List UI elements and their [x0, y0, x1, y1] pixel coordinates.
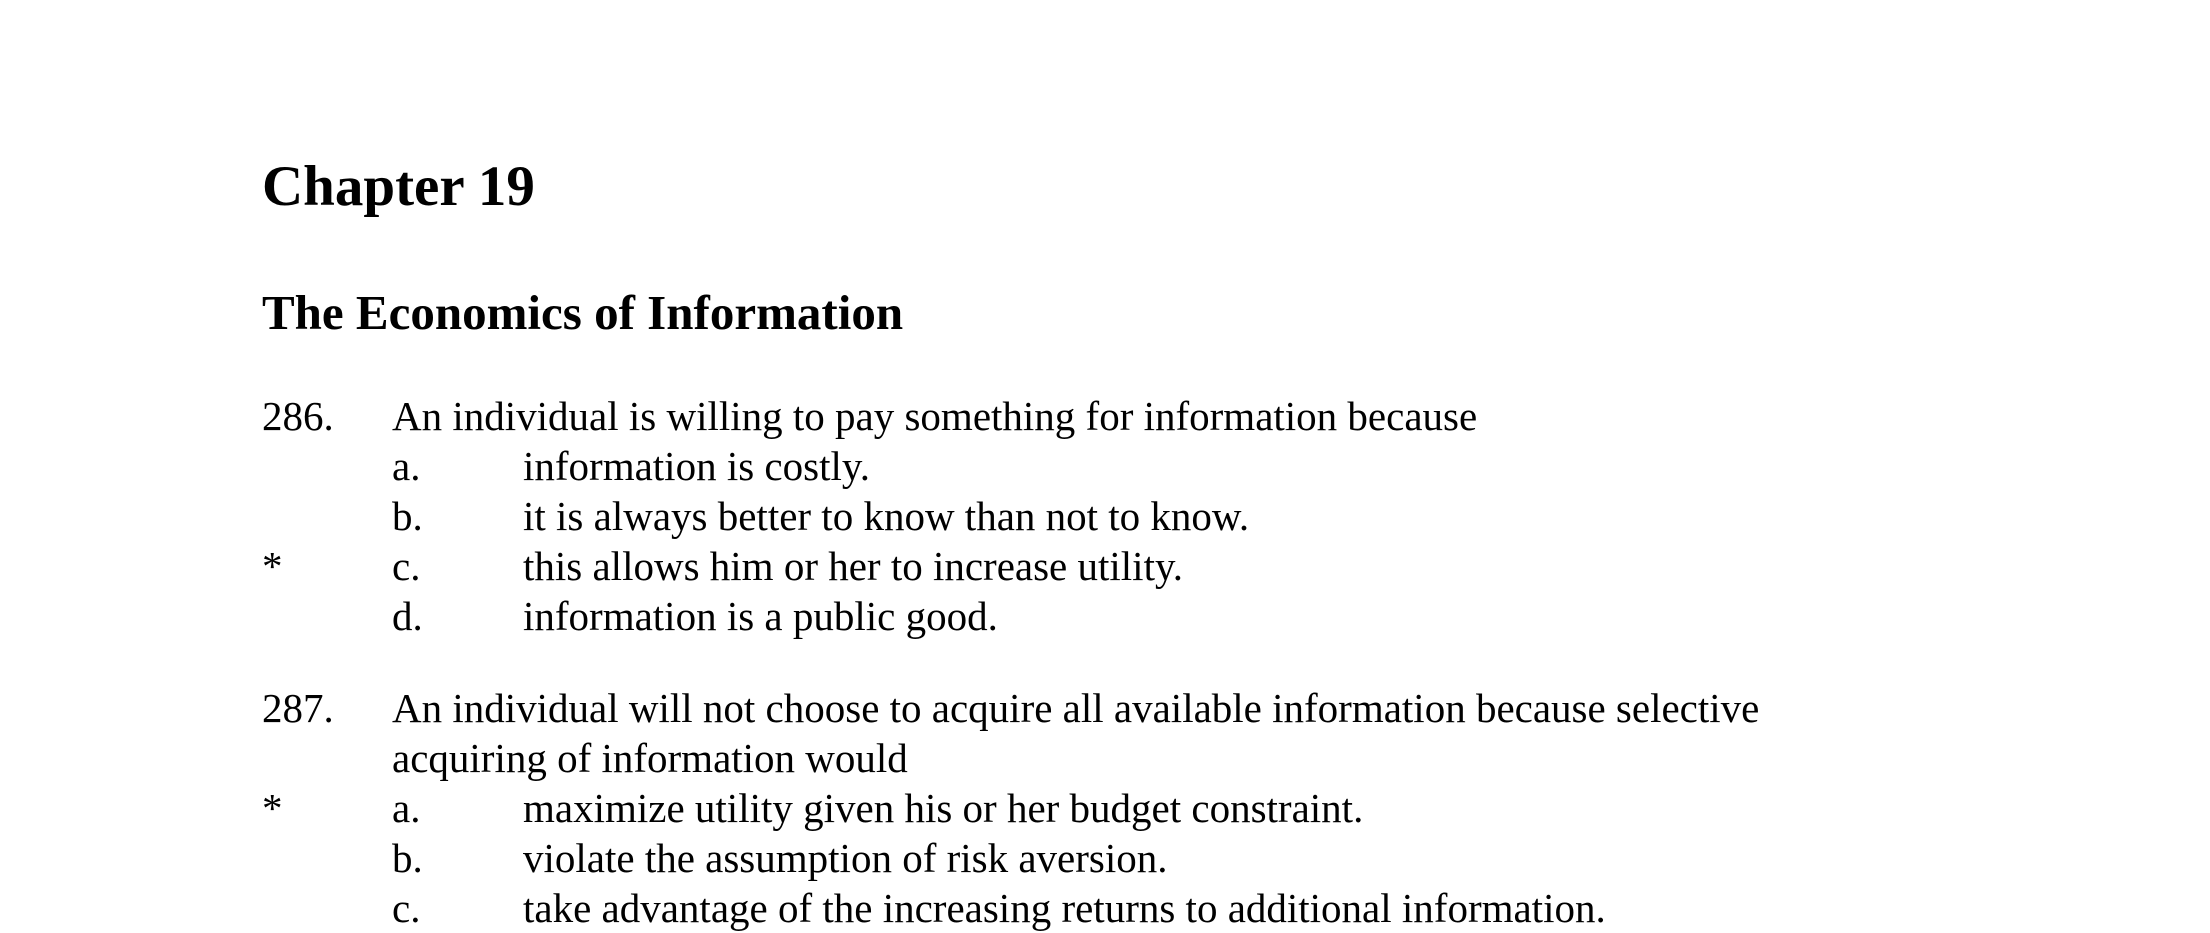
section-title: The Economics of Information [262, 285, 904, 340]
option-text: information is costly. [523, 443, 870, 489]
option-text: violate the assumption of risk aversion. [523, 835, 1168, 881]
chapter-title: Chapter 19 [262, 155, 535, 218]
answer-option [0, 591, 2210, 641]
option-text: it is always better to know than not to know. [523, 493, 1250, 539]
option-text: information is a public good. [523, 593, 998, 639]
correct-answer-marker: * [262, 543, 283, 589]
answer-option [0, 833, 2210, 883]
answer-option [0, 783, 2210, 833]
answer-option [0, 441, 2210, 491]
question-number: 287. [262, 685, 334, 731]
option-text: this allows him or her to increase utility. [523, 543, 1184, 589]
answer-option [0, 541, 2210, 591]
option-letter: a. [392, 443, 421, 489]
option-letter: b. [392, 493, 423, 539]
correct-answer-marker: * [262, 785, 283, 831]
option-letter: c. [392, 885, 421, 931]
option-letter: a. [392, 785, 421, 831]
answer-option [0, 883, 2210, 933]
option-letter: d. [392, 593, 423, 639]
option-text: take advantage of the increasing returns to additional information. [523, 885, 1606, 931]
answer-option [0, 491, 2210, 541]
question-stem: An individual will not choose to acquire all available information because selective acquiring of information would [392, 685, 1760, 781]
question-number: 286. [262, 393, 334, 439]
option-letter: c. [392, 543, 421, 589]
question-stem: An individual is willing to pay something for information because [392, 393, 1478, 439]
option-letter: b. [392, 835, 423, 881]
option-text: maximize utility given his or her budget constraint. [523, 785, 1364, 831]
